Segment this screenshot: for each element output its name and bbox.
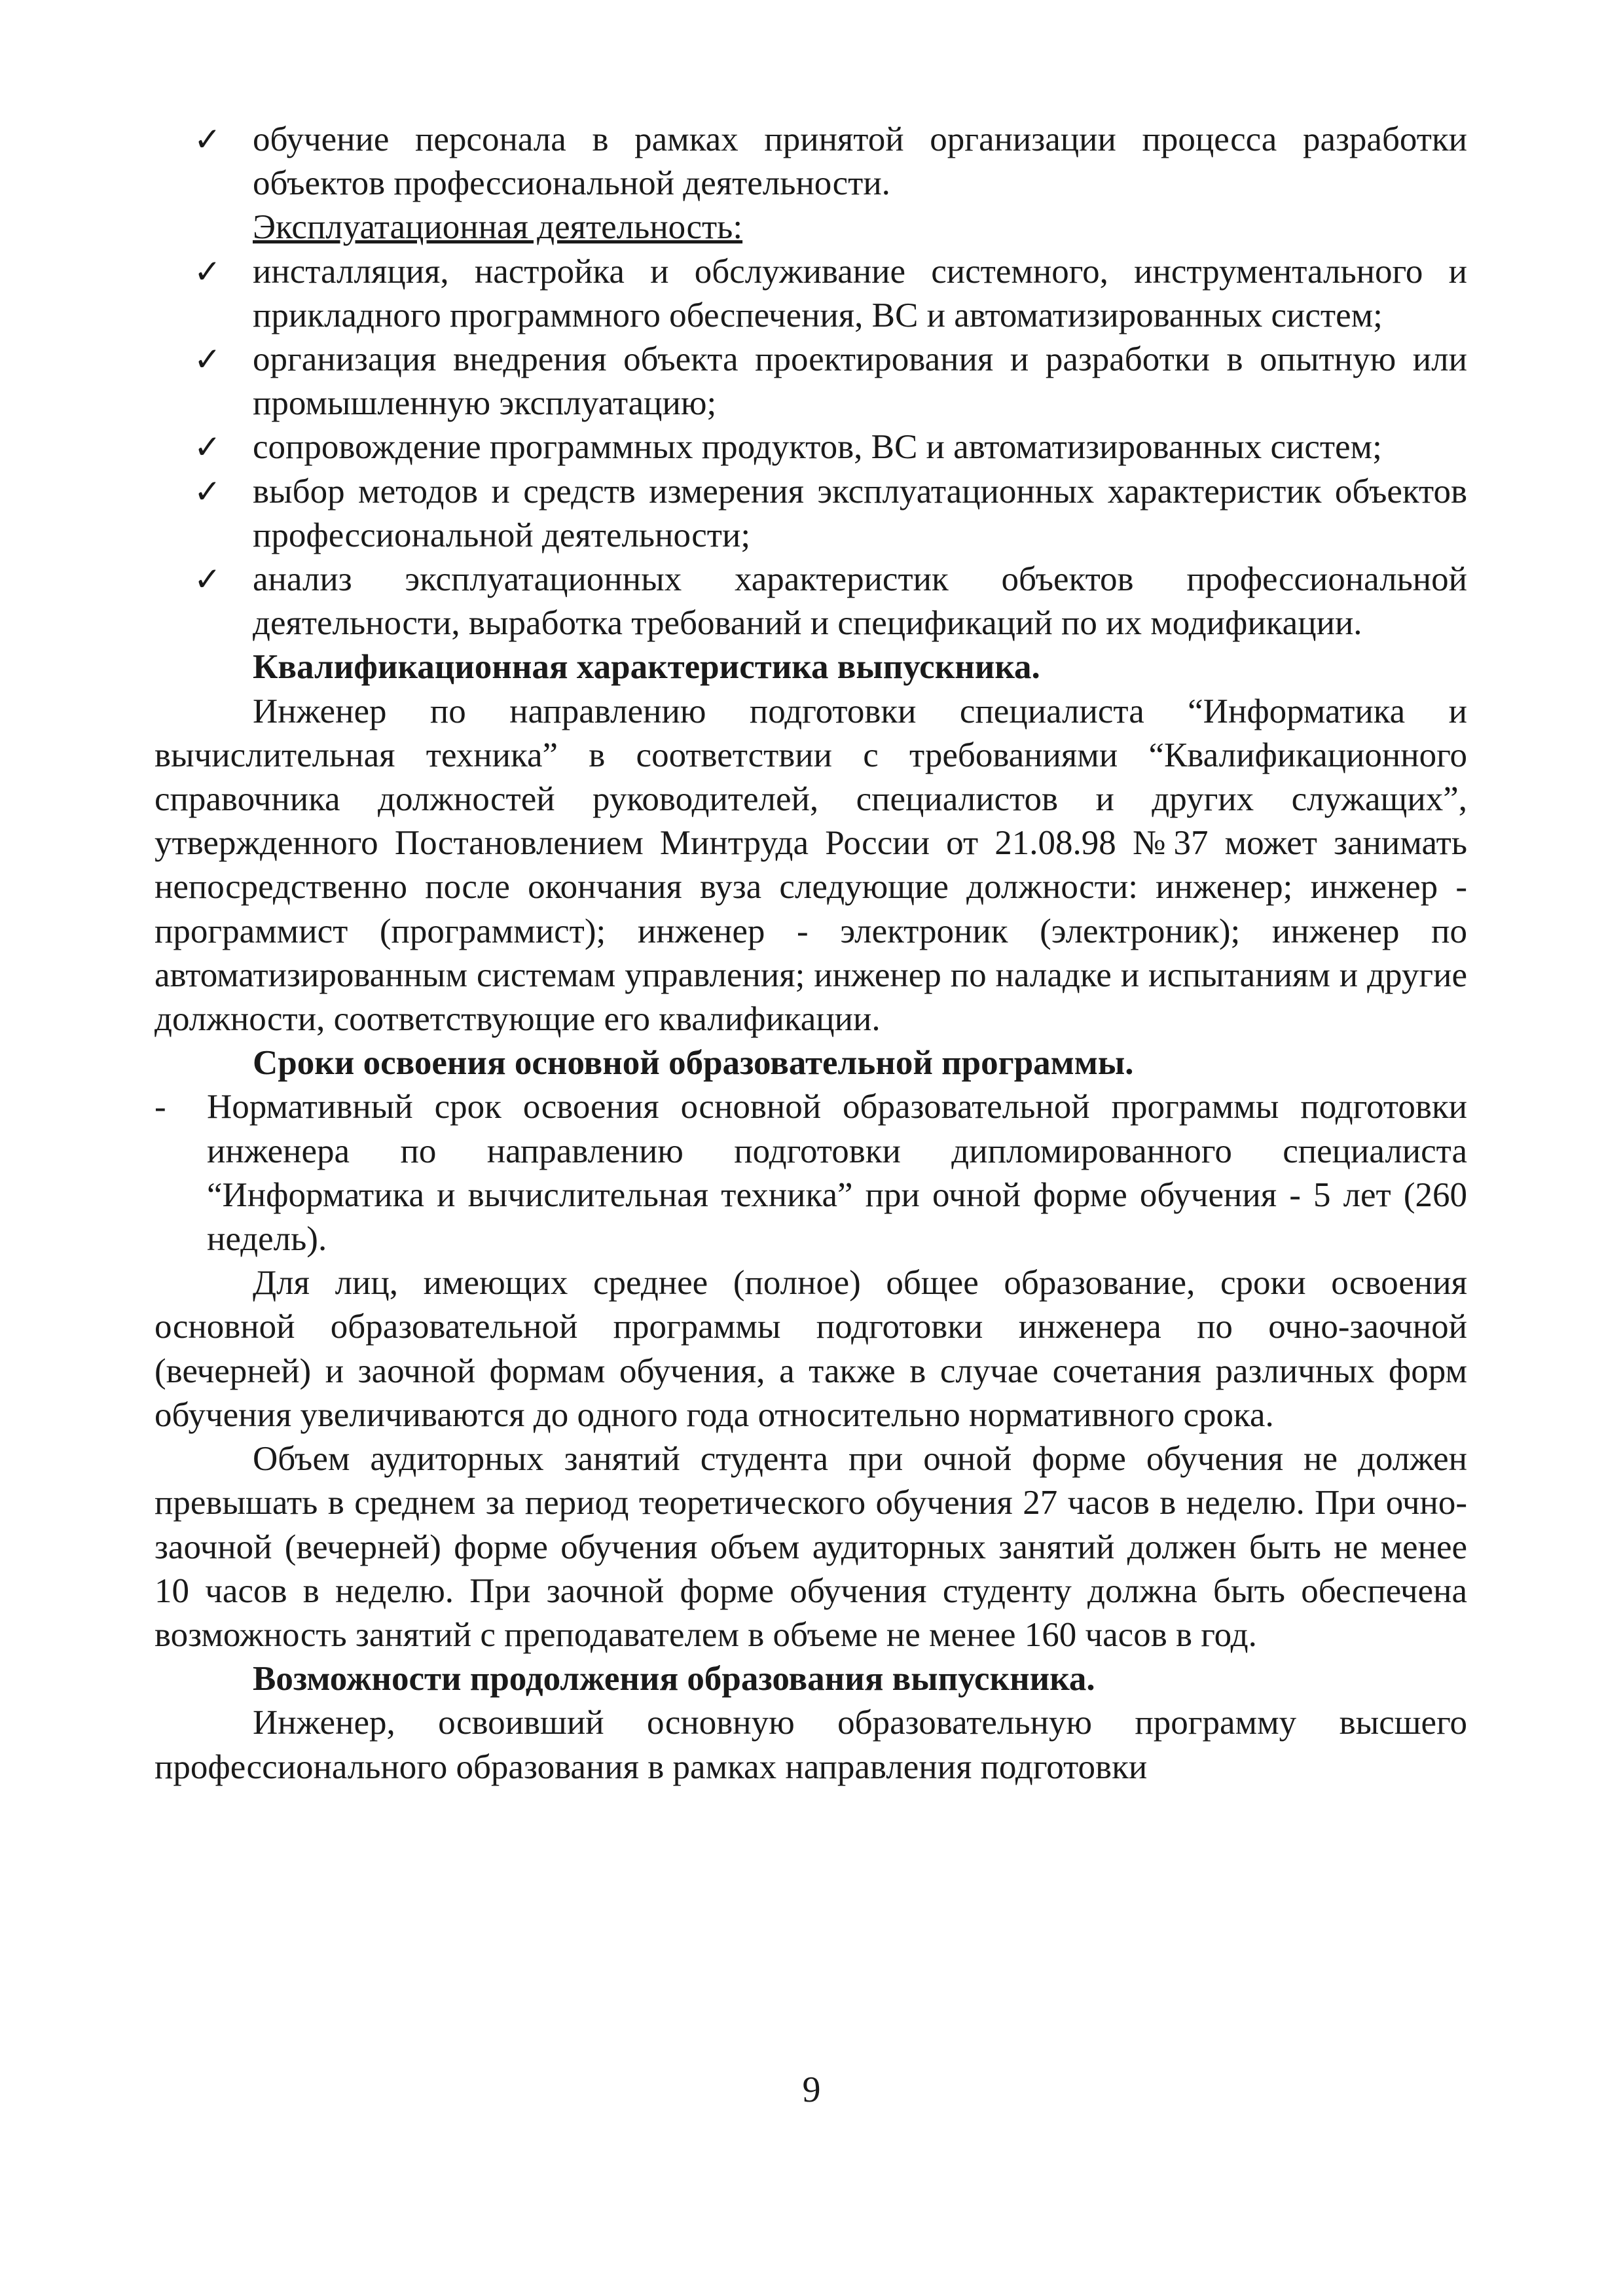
dash-bullet: - bbox=[155, 1088, 166, 1126]
checkmark-icon: ✓ bbox=[194, 252, 221, 291]
section-label bbox=[155, 206, 1467, 249]
list-item-text: инсталляция, настройка и обслуживание системного, инструментального и прикладного программного обеспечения, ВС и автоматизированных систем; bbox=[253, 252, 1467, 334]
checkmark-icon: ✓ bbox=[194, 428, 221, 467]
continuation-heading: Возможности продолжения образования выпускника. bbox=[253, 1660, 1095, 1698]
list-item-text: выбор методов и средств измерения эксплуатационных характеристик объектов профессиональной деятельности; bbox=[253, 472, 1467, 554]
qualification-heading: Квалификационная характеристика выпускника. bbox=[253, 648, 1040, 687]
checkmark-icon: ✓ bbox=[194, 560, 221, 599]
terms-paragraph-1: Для лиц, имеющих среднее (полное) общее образование, сроки освоения основной образовательной программы подготовки инженера по очно-заочной (вечерней) и заочной формам обучения, а также в случае сочетания различных форм обучения увеличиваются до одного года относительно нормативного срока. bbox=[155, 1264, 1467, 1434]
checkmark-icon: ✓ bbox=[194, 120, 221, 158]
list-item bbox=[155, 118, 1467, 206]
checkmark-icon: ✓ bbox=[194, 340, 221, 379]
checkmark-icon: ✓ bbox=[194, 472, 221, 511]
list-item-text: обучение персонала в рамках принятой организации процесса разработки объектов профессиональной деятельности. bbox=[253, 120, 1467, 203]
list-item bbox=[155, 338, 1467, 425]
list-item-text: анализ эксплуатационных характеристик объектов профессиональной деятельности, выработка требований и спецификаций по их модификации. bbox=[253, 560, 1467, 643]
page-number: 9 bbox=[802, 2070, 821, 2110]
list-item-text: Нормативный срок освоения основной образовательной программы подготовки инженера по направлению подготовки дипломированного специалиста “Информатика и вычислительная техника” при очной форме обучения - 5 лет (260 недель). bbox=[207, 1088, 1467, 1259]
continuation-paragraph: Инженер, освоивший основную образовательную программу высшего профессионального образования в рамках направления подготовки bbox=[155, 1704, 1467, 1786]
terms-paragraph-2: Объем аудиторных занятий студента при очной форме обучения не должен превышать в среднем за период теоретического обучения 27 часов в неделю. При очно-заочной (вечерней) форме обучения объем аудиторных занятий должен быть не менее 10 часов в неделю. При заочной форме обучения студенту должна быть обеспечена возможность занятий с преподавателем в объеме не менее 160 часов в год. bbox=[155, 1440, 1467, 1654]
section-label-text: Эксплуатационная деятельность: bbox=[253, 208, 743, 247]
list-item bbox=[155, 425, 1467, 469]
list-item bbox=[155, 470, 1467, 558]
list-item-text: сопровождение программных продуктов, ВС и автоматизированных систем; bbox=[253, 428, 1382, 467]
qualification-paragraph: Инженер по направлению подготовки специалиста “Информатика и вычислительная техника” в соответствии с требованиями “Квалификационного справочника должностей руководителей, специалистов и других служащих”, утвержденного Постановлением Минтруда России от 21.08.98 №37 может занимать непосредственно после окончания вуза следующие должности: инженер; инженер - программист (программист); инженер - электроник (электроник); инженер по автоматизированным системам управления; инженер по наладке и испытаниям и другие должности, соответствующие его квалификации. bbox=[155, 692, 1467, 1039]
list-item bbox=[155, 558, 1467, 645]
page-content bbox=[155, 118, 1467, 1789]
list-item bbox=[155, 250, 1467, 338]
list-item-text: организация внедрения объекта проектирования и разработки в опытную или промышленную эксплуатацию; bbox=[253, 340, 1467, 423]
list-item bbox=[155, 1085, 1467, 1261]
terms-heading: Сроки освоения основной образовательной программы. bbox=[253, 1044, 1134, 1083]
